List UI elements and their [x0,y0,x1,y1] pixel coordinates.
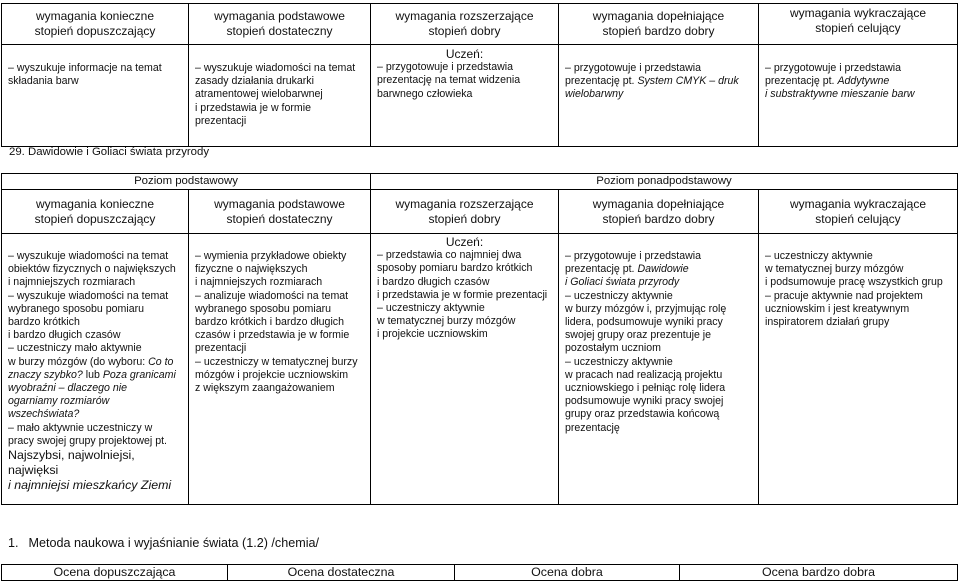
requirement-line: – uczestniczy aktywnie [565,355,673,368]
requirement-line: bardzo krótkich i bardzo długich [195,316,344,329]
grades-table [1,564,958,581]
content-row [2,45,958,147]
requirement-text: prezentację pt. [565,263,638,276]
requirement-cell [759,234,958,505]
requirement-line: bardzo krótkich [8,316,80,329]
requirement-text: lub [82,368,103,381]
requirement-line: i przedstawia je w formie prezentacji [377,288,548,301]
header-cell [189,4,371,45]
header-label: wymagania konieczne [35,196,155,211]
header-grade: stopień celujący [815,211,901,226]
requirements-table-color [1,3,958,147]
requirement-line: i najmniejszych rozmiarach [8,276,136,289]
requirement-line: barwnego człowieka [377,87,473,100]
grade-header: Ocena dopuszczająca [2,565,228,581]
topic-title: Co to [148,355,174,368]
header-grade: stopień dostateczny [226,24,333,38]
level-basic: Poziom podstawowy [2,174,371,190]
header-cell [371,190,559,234]
header-grade: stopień celujący [815,21,901,35]
requirement-line: – wymienia przykładowe obiekty [195,250,347,262]
requirement-cell [559,234,759,505]
requirement-line: w burzy mózgów i, przyjmując rolę [565,302,727,315]
requirement-line: – przygotowuje i przedstawia [765,62,902,74]
requirement-line: i bardzo długich czasów [8,329,121,342]
level-advanced: Poziom ponadpodstawowy [371,174,958,190]
requirement-text: prezentację pt. [765,75,838,88]
requirement-line: – wyszukuje wiadomości na temat [8,289,169,302]
requirement-line: – mało aktywnie uczestniczy w [8,421,153,434]
requirement-line: podsumowuje wyniki pracy swojej [565,395,724,408]
requirement-line: wybranego sposobu pomiaru [8,302,145,315]
requirement-cell [371,45,559,147]
requirement-line: fizyczne o największych [195,263,308,276]
header-label: wymagania wykraczające [789,6,927,20]
topic-title: wyobraźni – dlaczego nie [8,382,127,395]
presentation-title: i Goliaci świata przyrody [565,276,680,289]
presentation-title: Dawidowie [637,263,689,276]
header-cell [759,190,958,234]
requirement-line: w tematycznej burzy mózgów [377,315,516,328]
header-label: wymagania dopełniające [592,9,725,23]
header-row [2,4,958,45]
content-row [2,234,958,505]
requirement-line: – wyszukuje wiadomości na temat [195,62,356,74]
header-label: wymagania podstawowe [214,196,345,211]
requirement-line: sposoby pomiaru bardzo krótkich [377,262,533,275]
requirement-line: – uczestniczy w tematycznej burzy [195,355,358,368]
requirement-line: zasady działania drukarki [195,75,314,88]
requirement-line [765,75,951,88]
requirement-line [8,356,182,369]
uczen-label: Uczeń: [445,235,484,249]
header-label: wymagania dopełniające [592,196,725,211]
requirement-line: pracy swojej grupy projektowej pt. [8,434,167,447]
requirement-line: – analizuje wiadomości na temat [195,289,349,302]
requirement-line: – uczestniczy mało aktywnie [8,342,142,355]
requirement-line: obiektów fizycznych o największych [8,263,176,276]
topic-title: ogarniamy rozmiarów [8,395,110,408]
grade-header: Ocena dostateczna [228,565,455,581]
requirement-line: z większym zaangażowaniem [195,382,335,395]
heading-number: 1. [8,536,19,550]
header-label: wymagania wykraczające [789,196,927,211]
header-grade: stopień dobry [428,211,501,226]
requirement-cell [559,45,759,147]
uczen-label: Uczeń: [445,47,484,61]
presentation-title: Addytywne [837,75,890,88]
requirement-line: i bardzo długich czasów [377,275,490,288]
project-title: Najszybsi, najwolniejsi, [8,448,135,463]
requirement-line: prezentację na temat widzenia [377,74,521,87]
requirement-line: wybranego sposobu pomiaru [195,302,332,315]
requirement-cell [371,234,559,505]
header-cell [2,4,189,45]
requirement-cell [2,234,189,505]
header-cell [189,190,371,234]
header-grade: stopień dopuszczający [34,211,156,226]
header-grade: stopień dostateczny [226,211,333,226]
requirement-line: atramentowej wielobarwnej [195,88,323,101]
header-grade: stopień bardzo dobry [602,211,715,226]
requirement-line [565,75,752,88]
header-row [2,190,958,234]
requirement-line: i najmniejszych rozmiarach [195,276,323,289]
header-label: wymagania rozszerzające [395,196,534,211]
requirement-line: – uczestniczy aktywnie [377,302,485,315]
requirement-cell [759,45,958,147]
requirement-line: – uczestniczy aktywnie [765,250,873,262]
requirement-line [8,369,182,382]
requirement-line: – pracuje aktywnie nad projektem [765,289,923,302]
requirement-line: w tematycznej burzy mózgów [765,263,904,276]
requirement-line: – przedstawia co najmniej dwa [377,249,522,262]
requirement-line: pozostałym uczniom [565,342,661,355]
requirement-line: lidera, podsumowuje wyniki pracy [565,316,723,329]
requirement-line: składania barw [8,75,79,88]
header-cell [2,190,189,234]
requirement-line [565,263,752,276]
header-row [2,565,958,581]
requirement-line: uczniowskiego i pełniąc rolę lidera [565,382,726,395]
topic-title: znaczy szybko? [8,368,83,381]
grade-header: Ocena bardzo dobra [680,565,958,581]
project-title: najwięksi [8,463,59,478]
requirement-line: i przedstawia je w formie [195,101,311,114]
requirement-line: prezentacji [195,342,247,355]
topic-title: Poza granicami [102,368,176,381]
header-grade: stopień bardzo dobry [602,24,715,38]
numbered-heading [8,536,319,550]
header-cell [371,4,559,45]
requirement-line: – przygotowuje i przedstawia [377,61,514,74]
header-label: wymagania konieczne [35,9,155,23]
requirement-line: inspiratorem działań grupy [765,316,890,329]
header-cell [759,4,958,45]
heading-title: Metoda naukowa i wyjaśnianie świata (1.2) /chemia/ [28,536,320,550]
presentation-title: i substraktywne mieszanie barw [765,88,915,101]
requirement-line: czasów i przedstawia je w formie [195,329,350,342]
level-row [2,174,958,190]
requirement-text: prezentację pt. [565,75,638,88]
requirements-table-dawidowie [1,173,958,505]
header-cell [559,4,759,45]
presentation-title: wielobarwny [565,88,624,101]
requirement-line: swojej grupy oraz prezentuje je [565,329,712,342]
requirement-line: – przygotowuje i przedstawia [565,62,702,74]
header-grade: stopień dopuszczający [34,24,156,38]
requirement-cell [2,45,189,147]
header-label: wymagania podstawowe [214,9,345,23]
requirement-line: – wyszukuje wiadomości na temat [8,250,169,262]
presentation-title: System CMYK – druk [637,75,739,88]
project-title: i najmniejsi mieszkańcy Ziemi [8,478,172,493]
requirement-cell [189,45,371,147]
section-title: 29. Dawidowie i Goliaci świata przyrody [9,146,210,158]
grade-header: Ocena dobra [455,565,680,581]
header-grade: stopień dobry [428,24,501,38]
requirement-line: – przygotowuje i przedstawia [565,250,702,262]
requirement-line: prezentację [565,421,620,434]
requirement-cell [189,234,371,505]
requirement-line: mózgów i projekcie uczniowskim [195,368,349,381]
header-cell [559,190,759,234]
requirement-line: i podsumowuje pracę wszystkich grup [765,276,943,289]
topic-title: wszechświata? [8,408,80,421]
requirement-line: uczniowskim i jest kreatywnym [765,302,910,315]
requirement-line: i projekcie uczniowskim [377,328,488,341]
requirement-text: w burzy mózgów (do wyboru: [8,355,149,368]
requirement-line: prezentacji [195,114,247,127]
requirement-line: w pracach nad realizacją projektu [565,368,723,381]
header-label: wymagania rozszerzające [395,9,534,23]
requirement-line: – uczestniczy aktywnie [565,289,673,302]
requirement-line: – wyszukuje informacje na temat [8,62,162,74]
requirement-line: grupy oraz przedstawia końcową [565,408,720,421]
